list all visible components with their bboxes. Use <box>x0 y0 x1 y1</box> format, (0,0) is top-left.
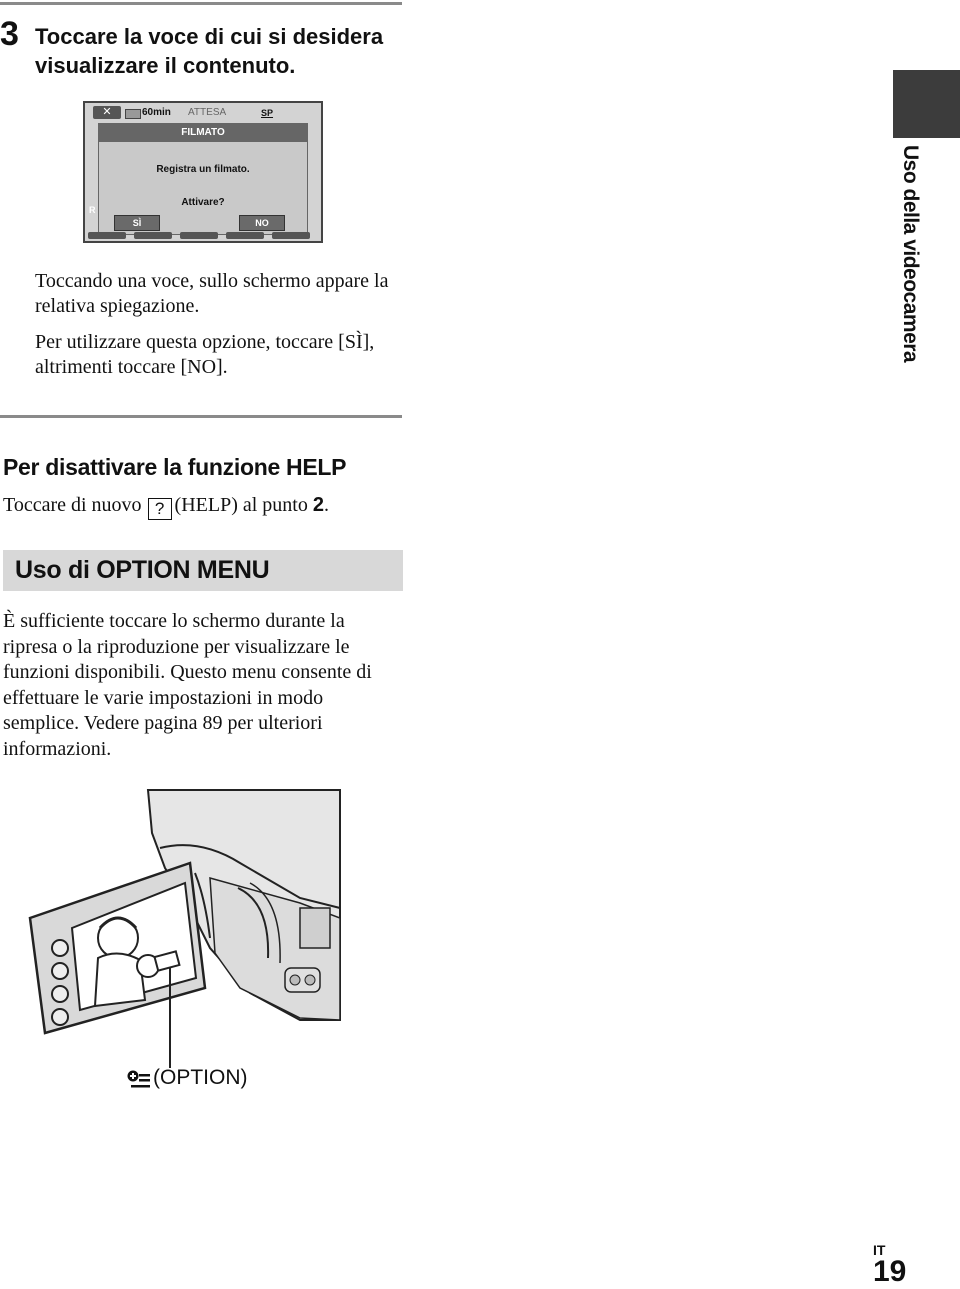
help-period: . <box>323 494 329 516</box>
explanation-line-1: Toccando una voce, sullo schermo appare la relativa spiegazione. <box>35 270 389 317</box>
time-remaining: 60min <box>142 107 171 118</box>
option-section-heading: Uso di OPTION MENU <box>15 556 270 584</box>
recording-mode: SP <box>261 108 274 118</box>
language-code: IT <box>873 1242 886 1258</box>
panel-button <box>52 986 68 1002</box>
help-text-before: Toccare di nuovo <box>3 494 142 516</box>
help-section-heading: Per disattivare la funzione HELP <box>3 454 347 480</box>
option-callout-label: (OPTION) <box>153 1066 248 1089</box>
panel-button <box>52 1009 68 1025</box>
rec-indicator: R <box>89 205 96 215</box>
lcd-bottom-button <box>226 232 264 239</box>
page-number: 19 <box>873 1255 907 1288</box>
help-icon: ? <box>148 498 172 520</box>
dialog-title: FILMATO <box>99 124 307 142</box>
camcorder-illustration <box>0 788 345 1088</box>
lcd-bottom-button <box>134 232 172 239</box>
help-dialog <box>98 123 308 235</box>
step-reference: 2 <box>312 494 324 516</box>
panel-button <box>52 940 68 956</box>
section-rule <box>0 415 402 418</box>
explanation-line-2: Per utilizzare questa opzione, toccare [SÌ], altrimenti toccare [NO]. <box>35 331 375 378</box>
close-icon[interactable]: ✕ <box>93 106 121 119</box>
dialog-question: Attivare? <box>181 197 225 208</box>
lcd-bottom-button <box>88 232 126 239</box>
side-tab-text: Uso della videocamera <box>899 145 922 363</box>
side-tab-marker <box>893 70 960 138</box>
lcd-bottom-button <box>180 232 218 239</box>
no-button[interactable]: NO <box>239 215 285 231</box>
panel-button <box>52 963 68 979</box>
step-number: 3 <box>0 15 19 53</box>
step-heading: Toccare la voce di cui si desidera visualizzare il contenuto. <box>35 24 384 78</box>
help-instruction <box>3 492 329 520</box>
battery-icon <box>125 109 141 119</box>
lcd-top-bar <box>87 105 319 121</box>
dialog-message: Registra un filmato. <box>156 164 250 175</box>
camera-slot <box>300 908 330 948</box>
lcd-bottom-button <box>272 232 310 239</box>
top-rule <box>0 2 402 5</box>
lcd-bottom-bar <box>88 230 318 239</box>
lcd-screen <box>83 101 323 243</box>
option-paragraph: È sufficiente toccare lo schermo durante la ripresa o la riproduzione per visualizzare le funzioni disponibili. Questo menu consente di effettuare le varie impostazioni in modo semplice. Vedere pagina 89 per ulteriori informazioni. <box>3 610 372 760</box>
side-tab-label <box>893 145 923 365</box>
help-text-after: (HELP) al punto <box>174 494 308 516</box>
option-glyph-icon <box>128 1071 151 1088</box>
standby-status: ATTESA <box>188 107 227 118</box>
yes-button[interactable]: SÌ <box>114 215 160 231</box>
